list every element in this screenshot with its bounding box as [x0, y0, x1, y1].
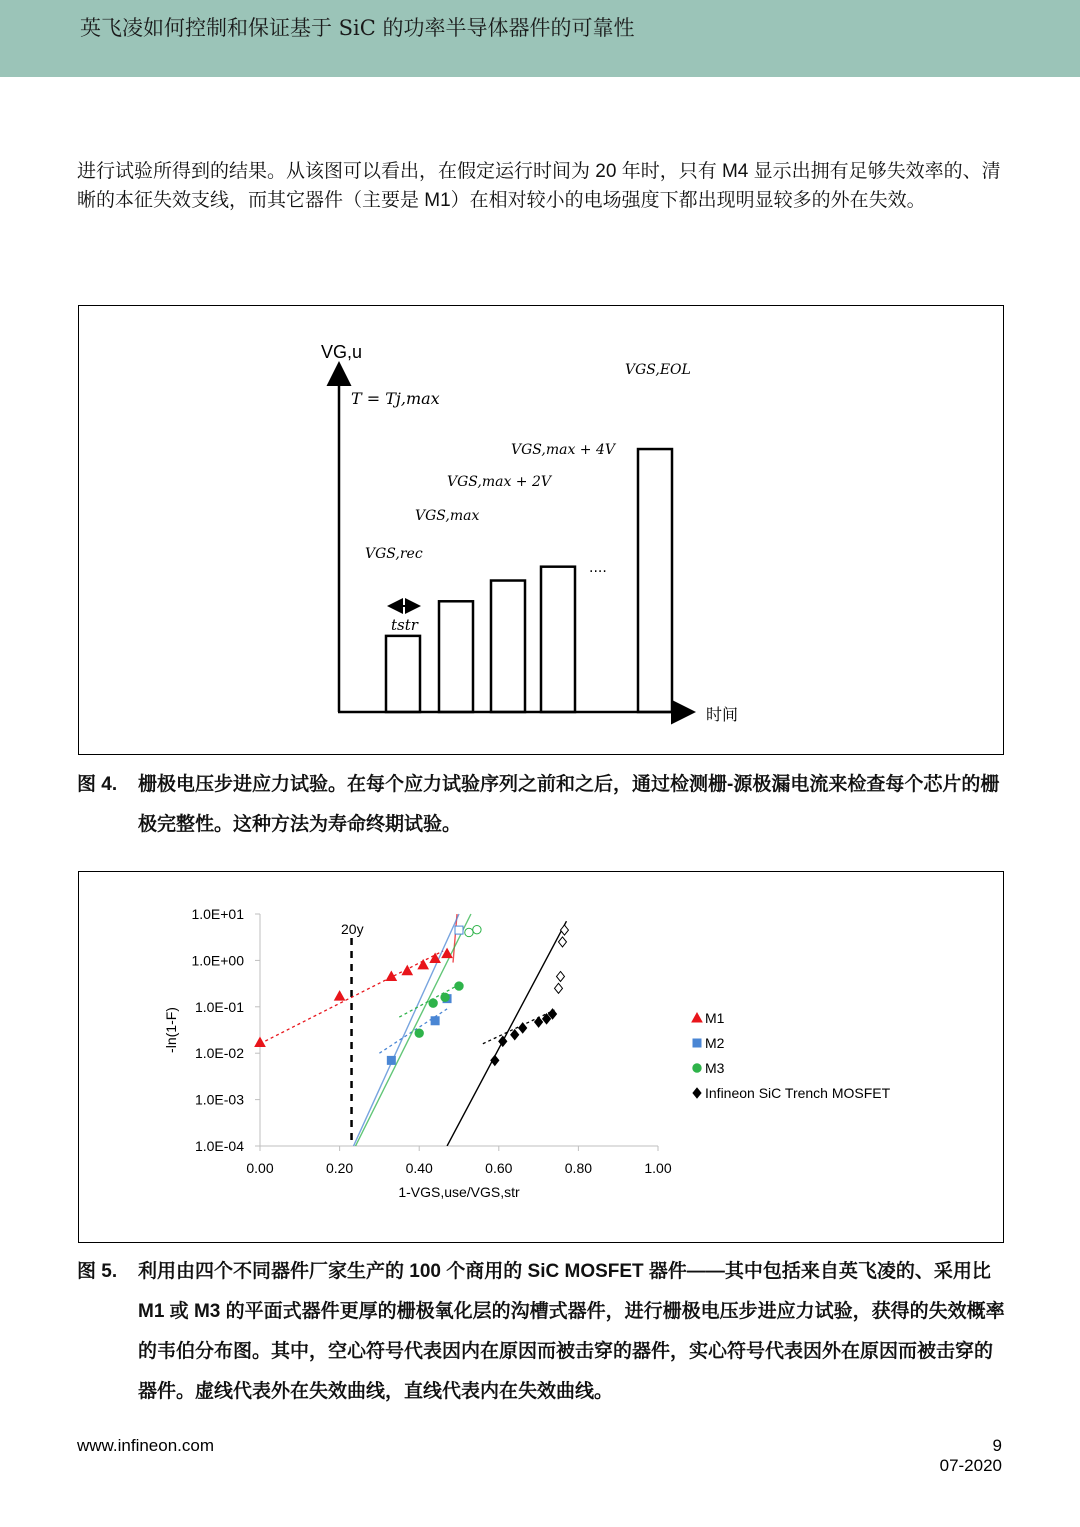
- data-point-open: [555, 983, 563, 993]
- data-point: [519, 1023, 527, 1033]
- x-tick-label: 0.00: [246, 1160, 274, 1176]
- y-tick-label: 1.0E-01: [194, 998, 244, 1015]
- data-point: [441, 993, 449, 1001]
- figure-4-caption: [77, 765, 1007, 845]
- page-number: 9: [992, 1436, 1002, 1455]
- data-point: [415, 1029, 423, 1037]
- footer-date: 07-2020: [939, 1456, 1002, 1475]
- temperature-label: T = Tj,max: [351, 389, 440, 408]
- legend-marker: [693, 1039, 701, 1047]
- data-point-open: [560, 925, 568, 935]
- x-tick-label: 1.00: [644, 1160, 672, 1176]
- y-tick-label: 1.0E-04: [194, 1138, 244, 1154]
- x-tick-label: 0.40: [405, 1160, 433, 1176]
- x-tick-label: 0.60: [485, 1160, 513, 1176]
- label-vgs-max-2v: VGS,max + 2V: [447, 474, 552, 490]
- data-point: [442, 949, 452, 958]
- figure-4-number: 图 4.: [77, 774, 118, 795]
- data-point: [491, 1055, 499, 1065]
- label-vgs-max-4v: VGS,max + 4V: [511, 442, 616, 458]
- x-axis-label: 时间: [706, 705, 739, 724]
- y-tick-label: 1.0E-02: [194, 1045, 244, 1062]
- legend-label: Infineon SiC Trench MOSFET: [705, 1085, 891, 1101]
- data-point-open: [465, 928, 473, 936]
- data-point: [431, 1017, 439, 1025]
- x-tick-label: 0.80: [564, 1160, 593, 1176]
- y-tick-label: 1.0E-03: [194, 1091, 244, 1108]
- chart-axes: [191, 906, 671, 1176]
- data-point: [455, 982, 463, 990]
- data-point-open: [455, 926, 463, 934]
- extrinsic-fit-line-3: [483, 1010, 555, 1044]
- legend-marker: [693, 1088, 701, 1098]
- step-bar-2: [439, 601, 473, 712]
- legend-label: M3: [705, 1060, 725, 1076]
- data-point-open: [473, 925, 481, 933]
- x-axis-title: 1-VGS,use/VGS,str: [398, 1184, 520, 1200]
- label-ellipsis: ....: [589, 560, 607, 576]
- data-point: [387, 1056, 395, 1064]
- step-bar-5: [638, 449, 672, 712]
- step-bar-3: [491, 581, 525, 712]
- data-point: [255, 1038, 265, 1047]
- y-tick-label: 1.0E+00: [191, 952, 244, 969]
- data-point-open: [556, 971, 564, 981]
- intrinsic-fit-line-1: [354, 914, 459, 1146]
- intrinsic-fit-line-2: [356, 914, 471, 1146]
- label-vgs-rec: VGS,rec: [365, 546, 423, 562]
- data-point: [335, 991, 345, 1000]
- figure-4-caption-text: 栅极电压步进应力试验。在每个应力试验序列之前和之后，通过检测栅-源极漏电流来检查每个芯片的栅极完整性。这种方法为寿命终期试验。: [138, 774, 1000, 835]
- figure-5-chart: [79, 872, 1003, 1242]
- data-point: [511, 1030, 519, 1040]
- legend-label: M1: [705, 1010, 725, 1026]
- y-tick-label: 1.0E+01: [191, 906, 244, 922]
- figure-4-box: [78, 305, 1004, 755]
- figure-5-box: [78, 871, 1004, 1243]
- chart-points: [255, 925, 568, 1065]
- x-tick-label: 0.20: [325, 1160, 354, 1176]
- label-tstr: tstr: [391, 616, 418, 634]
- y-axis-label: VG,u: [321, 342, 363, 362]
- figure-4-diagram: [79, 306, 1003, 754]
- label-vgs-max: VGS,max: [415, 508, 480, 524]
- footer-page-info: [940, 1436, 1002, 1476]
- data-point: [418, 960, 428, 969]
- label-vgs-eol: VGS,EOL: [625, 362, 691, 378]
- data-point: [499, 1036, 507, 1046]
- step-bar-1: [386, 636, 420, 712]
- annotation-20y: 20y: [341, 921, 364, 937]
- y-axis-title: -ln(1-F): [163, 1007, 179, 1053]
- footer-url[interactable]: www.infineon.com: [77, 1436, 215, 1455]
- document-title: 英飞凌如何控制和保证基于 SiC 的功率半导体器件的可靠性: [80, 16, 635, 40]
- chart-legend: [692, 1010, 891, 1101]
- figure-5-caption-text: 利用由四个不同器件厂家生产的 100 个商用的 SiC MOSFET 器件——其中包括来自英飞凌的、采用比 M1 或 M3 的平面式器件更厚的栅极氧化层的沟槽式器件，进行栅极电压步进应力试验，获得的失效概率的韦伯分布图。其中，空心符号代表因内在原因而被击穿的器件，实心符号代表因外在原因而被击穿的器件。虚线代表外在失效曲线，直线代表内在失效曲线。: [138, 1261, 1005, 1402]
- legend-marker: [692, 1013, 702, 1022]
- figure-5-caption: [77, 1252, 1007, 1412]
- data-point: [429, 999, 437, 1007]
- body-paragraph: 进行试验所得到的结果。从该图可以看出，在假定运行时间为 20 年时，只有 M4 显示出拥有足够失效率的、清晰的本征失效支线，而其它器件（主要是 M1）在相对较小的电场强度下都出现明显较多的外在失效。: [77, 161, 1001, 211]
- figure-5-number: 图 5.: [77, 1261, 118, 1282]
- legend-marker: [693, 1064, 701, 1072]
- header-band: [0, 0, 1080, 77]
- data-point-open: [558, 937, 566, 947]
- step-bar-4: [541, 567, 575, 712]
- data-point: [535, 1017, 543, 1027]
- intrinsic-fit-line-3: [447, 921, 566, 1146]
- legend-label: M2: [705, 1035, 725, 1051]
